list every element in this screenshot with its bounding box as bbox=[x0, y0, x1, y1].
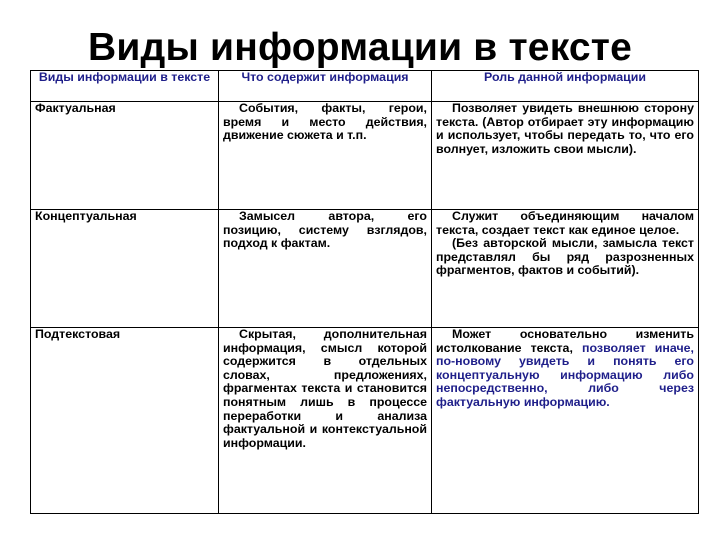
row-type-factual: Фактуальная bbox=[31, 102, 219, 210]
row-content-factual: События, факты, герои, время и место действия, движение сюжета и т.п. bbox=[219, 102, 432, 210]
page-title: Виды информации в тексте bbox=[88, 26, 632, 69]
row-role-factual: Позволяет увидеть внешнюю сторону текста. (Автор отбирает эту информацию и использует, чтобы передать то, что его волнует, изложить свои мысли). bbox=[432, 102, 699, 210]
row-content-conceptual: Замысел автора, его позицию, систему взглядов, подход к фактам. bbox=[219, 210, 432, 328]
table-row bbox=[31, 328, 699, 514]
header-types: Виды информации в тексте bbox=[31, 71, 219, 102]
table-row bbox=[31, 210, 699, 328]
row-type-subtext: Подтекстовая bbox=[31, 328, 219, 514]
table-header-row bbox=[31, 71, 699, 102]
row-type-conceptual: Концептуальная bbox=[31, 210, 219, 328]
row-content-subtext: Скрытая, дополнительная информация, смысл которой содержится в отдельных словах, предложениях, фрагментах текста и становится понятным лишь в процессе переработки и анализа фактуальной и контекстуальной информации. bbox=[219, 328, 432, 514]
header-content: Что содержит информация bbox=[219, 71, 432, 102]
info-types-table bbox=[30, 70, 699, 514]
row-role-conceptual: Служит объединяющим началом текста, создает текст как единое целое. (Без авторской мысли, замысла текст представлял бы ряд разрозненных фрагментов, фактов и событий). bbox=[432, 210, 699, 328]
table-row bbox=[31, 102, 699, 210]
row-role-subtext: Может основательно изменить истолкование текста, позволяет иначе, по-новому увидеть и понять его концептуальную информацию либо непосредственно, либо через фактуальную информацию. bbox=[432, 328, 699, 514]
header-role: Роль данной информации bbox=[432, 71, 699, 102]
